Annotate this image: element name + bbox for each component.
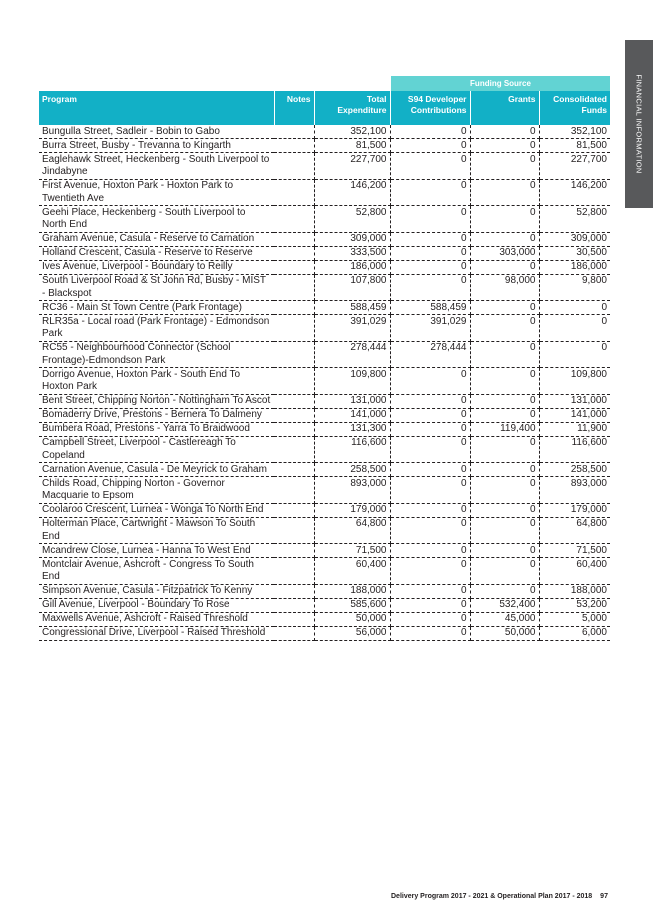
table-row [39,626,610,640]
notes-cell [274,125,314,139]
table-row [39,558,610,585]
total-expenditure-cell: 188,000 [314,584,390,598]
table-row [39,153,610,180]
table-row [39,260,610,274]
notes-cell [274,232,314,246]
consolidated-funds-cell: 0 [539,301,610,315]
total-expenditure-cell: 179,000 [314,503,390,517]
grants-cell: 0 [470,341,539,368]
total-expenditure-cell: 893,000 [314,477,390,504]
header-s94-developer-contributions: S94 Developer Contributions [390,91,470,125]
consolidated-funds-cell: 6,000 [539,626,610,640]
grants-cell: 0 [470,584,539,598]
s94-contributions-cell: 0 [390,368,470,395]
notes-cell [274,394,314,408]
table-row [39,408,610,422]
grants-cell: 303,000 [470,246,539,260]
section-side-tab-label: FINANCIAL INFORMATION [634,74,644,174]
notes-cell [274,206,314,233]
s94-contributions-cell: 0 [390,612,470,626]
grants-cell: 0 [470,139,539,153]
grants-cell: 0 [470,463,539,477]
program-cell: First Avenue, Hoxton Park - Hoxton Park to Twentieth Ave [39,179,274,206]
total-expenditure-cell: 258,500 [314,463,390,477]
program-cell: Bumbera Road, Prestons - Yarra To Braidwood [39,422,274,436]
notes-cell [274,558,314,585]
notes-cell [274,612,314,626]
section-side-tab [625,40,653,208]
total-expenditure-cell: 186,000 [314,260,390,274]
consolidated-funds-cell: 227,700 [539,153,610,180]
consolidated-funds-cell: 0 [539,341,610,368]
table-row [39,463,610,477]
total-expenditure-cell: 109,800 [314,368,390,395]
consolidated-funds-cell: 5,000 [539,612,610,626]
s94-contributions-cell: 0 [390,246,470,260]
grants-cell: 0 [470,206,539,233]
total-expenditure-cell: 588,459 [314,301,390,315]
consolidated-funds-cell: 893,000 [539,477,610,504]
program-cell: Holland Crescent, Casula - Reserve to Reserve [39,246,274,260]
table-row [39,246,610,260]
notes-cell [274,436,314,463]
consolidated-funds-cell: 52,800 [539,206,610,233]
total-expenditure-cell: 146,200 [314,179,390,206]
notes-cell [274,301,314,315]
table-row [39,477,610,504]
table-row [39,394,610,408]
table-header-row [39,91,610,125]
grants-cell: 98,000 [470,274,539,301]
total-expenditure-cell: 278,444 [314,341,390,368]
footer-title: Delivery Program 2017 - 2021 & Operational Plan 2017 - 2018 [391,893,593,900]
table-row [39,301,610,315]
grants-cell: 532,400 [470,598,539,612]
program-cell: Coolaroo Crescent, Lurnea - Wonga To North End [39,503,274,517]
table-body [39,125,610,640]
program-cell: Bungulla Street, Sadleir - Bobin to Gabo [39,125,274,139]
s94-contributions-cell: 0 [390,232,470,246]
consolidated-funds-cell: 9,800 [539,274,610,301]
s94-contributions-cell: 0 [390,394,470,408]
notes-cell [274,626,314,640]
s94-contributions-cell: 0 [390,517,470,544]
table-row [39,315,610,342]
notes-cell [274,139,314,153]
total-expenditure-cell: 131,000 [314,394,390,408]
table-row [39,584,610,598]
page-footer [391,893,627,900]
table-row [39,125,610,139]
grants-cell: 0 [470,558,539,585]
total-expenditure-cell: 131,300 [314,422,390,436]
program-cell: Montclair Avenue, Ashcroft - Congress To South End [39,558,274,585]
consolidated-funds-cell: 116,600 [539,436,610,463]
consolidated-funds-cell: 60,400 [539,558,610,585]
program-cell: Congressional Drive, Liverpool - Raised Threshold [39,626,274,640]
table-row [39,206,610,233]
total-expenditure-cell: 391,029 [314,315,390,342]
notes-cell [274,422,314,436]
grants-cell: 0 [470,477,539,504]
consolidated-funds-cell: 141,000 [539,408,610,422]
notes-cell [274,315,314,342]
s94-contributions-cell: 0 [390,408,470,422]
table-row [39,139,610,153]
consolidated-funds-cell: 53,200 [539,598,610,612]
consolidated-funds-cell: 11,900 [539,422,610,436]
grants-cell: 119,400 [470,422,539,436]
table-row [39,544,610,558]
s94-contributions-cell: 0 [390,139,470,153]
notes-cell [274,246,314,260]
notes-cell [274,368,314,395]
grants-cell: 0 [470,153,539,180]
grants-cell: 0 [470,368,539,395]
grants-cell: 0 [470,394,539,408]
program-cell: RC36 - Main St Town Centre (Park Frontage) [39,301,274,315]
program-cell: Geehi Place, Heckenberg - South Liverpool to North End [39,206,274,233]
notes-cell [274,477,314,504]
grants-cell: 0 [470,232,539,246]
consolidated-funds-cell: 188,000 [539,584,610,598]
table-row [39,179,610,206]
table-row [39,503,610,517]
s94-contributions-cell: 0 [390,125,470,139]
table-row [39,436,610,463]
consolidated-funds-cell: 131,000 [539,394,610,408]
s94-contributions-cell: 0 [390,558,470,585]
s94-contributions-cell: 0 [390,153,470,180]
s94-contributions-cell: 0 [390,274,470,301]
total-expenditure-cell: 50,000 [314,612,390,626]
total-expenditure-cell: 81,500 [314,139,390,153]
s94-contributions-cell: 0 [390,477,470,504]
total-expenditure-cell: 585,600 [314,598,390,612]
program-cell: Burra Street, Busby - Trevanna to Kingarth [39,139,274,153]
s94-contributions-cell: 0 [390,598,470,612]
grants-cell: 0 [470,301,539,315]
header-grants: Grants [470,91,539,125]
program-cell: Carnation Avenue, Casula - De Meyrick to Graham [39,463,274,477]
program-cell: Simpson Avenue, Casula - Fitzpatrick To Kenny [39,584,274,598]
program-cell: Eaglehawk Street, Heckenberg - South Liverpool to Jindabyne [39,153,274,180]
program-cell: Bent Street, Chipping Norton - Nottingham To Ascot [39,394,274,408]
table-row [39,598,610,612]
total-expenditure-cell: 333,500 [314,246,390,260]
s94-contributions-cell: 0 [390,544,470,558]
header-notes: Notes [274,91,314,125]
consolidated-funds-cell: 64,800 [539,517,610,544]
notes-cell [274,179,314,206]
grants-cell: 0 [470,408,539,422]
header-program: Program [39,91,274,125]
table-row [39,232,610,246]
total-expenditure-cell: 64,800 [314,517,390,544]
notes-cell [274,517,314,544]
notes-cell [274,544,314,558]
total-expenditure-cell: 309,000 [314,232,390,246]
total-expenditure-cell: 141,000 [314,408,390,422]
s94-contributions-cell: 0 [390,463,470,477]
s94-contributions-cell: 0 [390,260,470,274]
s94-contributions-cell: 278,444 [390,341,470,368]
program-cell: South Liverpool Road & St John Rd, Busby - MIST - Blackspot [39,274,274,301]
capital-works-table [39,91,610,641]
table-row [39,612,610,626]
consolidated-funds-cell: 109,800 [539,368,610,395]
grants-cell: 0 [470,260,539,274]
s94-contributions-cell: 0 [390,503,470,517]
total-expenditure-cell: 60,400 [314,558,390,585]
grants-cell: 0 [470,125,539,139]
total-expenditure-cell: 227,700 [314,153,390,180]
notes-cell [274,260,314,274]
s94-contributions-cell: 391,029 [390,315,470,342]
table-row [39,422,610,436]
total-expenditure-cell: 56,000 [314,626,390,640]
grants-cell: 0 [470,503,539,517]
program-cell: RLR35a - Local road (Park Frontage) - Edmondson Park [39,315,274,342]
program-cell: RC55 - Neighbourhood Connector (School Frontage)-Edmondson Park [39,341,274,368]
s94-contributions-cell: 0 [390,584,470,598]
page-number: 97 [600,893,608,900]
program-cell: Holterman Place, Cartwright - Mawson To South End [39,517,274,544]
consolidated-funds-cell: 309,000 [539,232,610,246]
total-expenditure-cell: 52,800 [314,206,390,233]
grants-cell: 50,000 [470,626,539,640]
grants-cell: 0 [470,179,539,206]
program-cell: Bomaderry Drive, Prestons - Bernera To Dalmeny [39,408,274,422]
table-row [39,274,610,301]
consolidated-funds-cell: 179,000 [539,503,610,517]
notes-cell [274,463,314,477]
program-cell: Dorrigo Avenue, Hoxton Park - South End To Hoxton Park [39,368,274,395]
program-cell: Ives Avenue, Liverpool - Boundary to Reilly [39,260,274,274]
header-consolidated-funds: Consolidated Funds [539,91,610,125]
consolidated-funds-cell: 146,200 [539,179,610,206]
notes-cell [274,584,314,598]
header-total-expenditure: Total Expenditure [314,91,390,125]
s94-contributions-cell: 0 [390,422,470,436]
total-expenditure-cell: 107,800 [314,274,390,301]
table-row [39,368,610,395]
total-expenditure-cell: 71,500 [314,544,390,558]
consolidated-funds-cell: 81,500 [539,139,610,153]
grants-cell: 0 [470,544,539,558]
grants-cell: 0 [470,315,539,342]
program-cell: Campbell Street, Liverpool - Castlereagh To Copeland [39,436,274,463]
consolidated-funds-cell: 258,500 [539,463,610,477]
funding-source-header: Funding Source [391,76,610,91]
s94-contributions-cell: 0 [390,626,470,640]
notes-cell [274,503,314,517]
total-expenditure-cell: 116,600 [314,436,390,463]
table-row [39,341,610,368]
notes-cell [274,341,314,368]
program-cell: Maxwells Avenue, Ashcroft - Raised Threshold [39,612,274,626]
program-cell: Graham Avenue, Casula - Reserve to Carnation [39,232,274,246]
program-cell: Childs Road, Chipping Norton - Governor Macquarie to Epsom [39,477,274,504]
notes-cell [274,408,314,422]
program-cell: Gill Avenue, Liverpool - Boundary To Rose [39,598,274,612]
grants-cell: 0 [470,436,539,463]
notes-cell [274,274,314,301]
notes-cell [274,598,314,612]
notes-cell [274,153,314,180]
grants-cell: 0 [470,517,539,544]
s94-contributions-cell: 588,459 [390,301,470,315]
consolidated-funds-cell: 0 [539,315,610,342]
s94-contributions-cell: 0 [390,179,470,206]
consolidated-funds-cell: 352,100 [539,125,610,139]
consolidated-funds-cell: 71,500 [539,544,610,558]
consolidated-funds-cell: 186,000 [539,260,610,274]
s94-contributions-cell: 0 [390,206,470,233]
s94-contributions-cell: 0 [390,436,470,463]
consolidated-funds-cell: 30,500 [539,246,610,260]
program-cell: Mcandrew Close, Lurnea - Hanna To West End [39,544,274,558]
table-row [39,517,610,544]
total-expenditure-cell: 352,100 [314,125,390,139]
grants-cell: 45,000 [470,612,539,626]
